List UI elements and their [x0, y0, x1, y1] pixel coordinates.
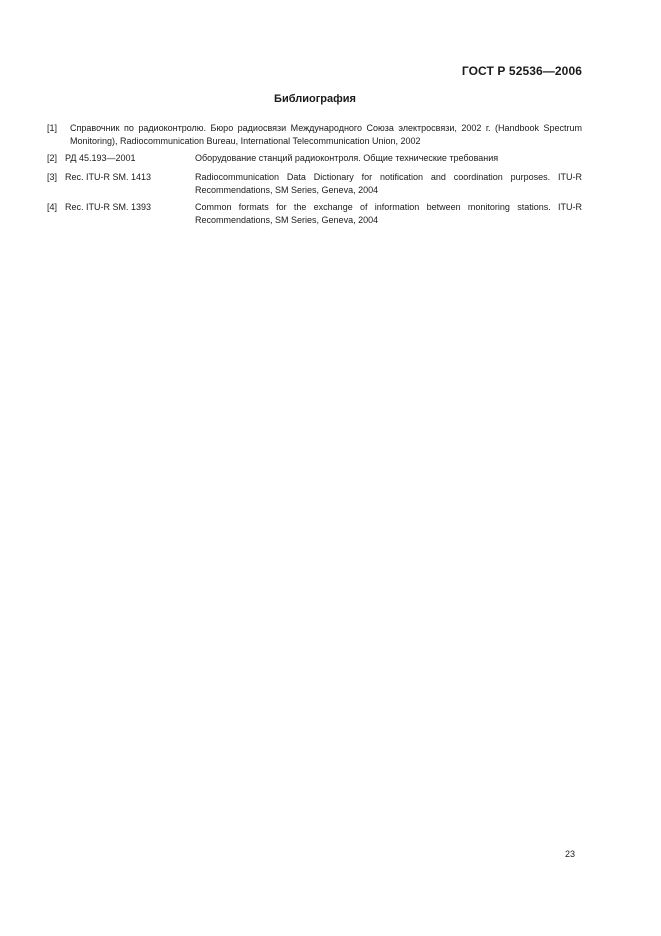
page-number: 23	[564, 849, 575, 859]
entry-number: [3]	[47, 172, 58, 182]
entry-document-code: Rec. ITU-R SM. 1393	[65, 202, 152, 212]
entry-document-code: Rec. ITU-R SM. 1413	[65, 172, 152, 182]
document-code: ГОСТ Р 52536—2006	[461, 64, 582, 78]
entry-text: Common formats for the exchange of information between monitoring stations. ITU-R Recommendations, SM Series, Geneva, 2004	[195, 202, 582, 225]
bibliography-title: Библиография	[274, 93, 356, 105]
bibliography-entry	[47, 171, 582, 197]
bibliography-entry	[47, 201, 582, 227]
bibliography-entry	[47, 122, 582, 148]
bibliography-entry	[47, 152, 582, 165]
entry-document-code: РД 45.193—2001	[65, 153, 136, 163]
entry-text: Оборудование станций радиоконтроля. Общие технические требования	[195, 153, 499, 163]
entry-number: [2]	[47, 153, 58, 163]
entry-text: Справочник по радиоконтролю. Бюро радиосвязи Международного Союза электросвязи, 2002 г. (Handbook Spectrum Monitoring), Radiocommunication Bureau, International Telecommunication Union, 2002	[70, 123, 582, 146]
entry-number: [1]	[47, 123, 58, 133]
entry-text: Radiocommunication Data Dictionary for notification and coordination purposes. ITU-R Recommendations, SM Series, Geneva, 2004	[195, 172, 582, 195]
entry-number: [4]	[47, 202, 58, 212]
